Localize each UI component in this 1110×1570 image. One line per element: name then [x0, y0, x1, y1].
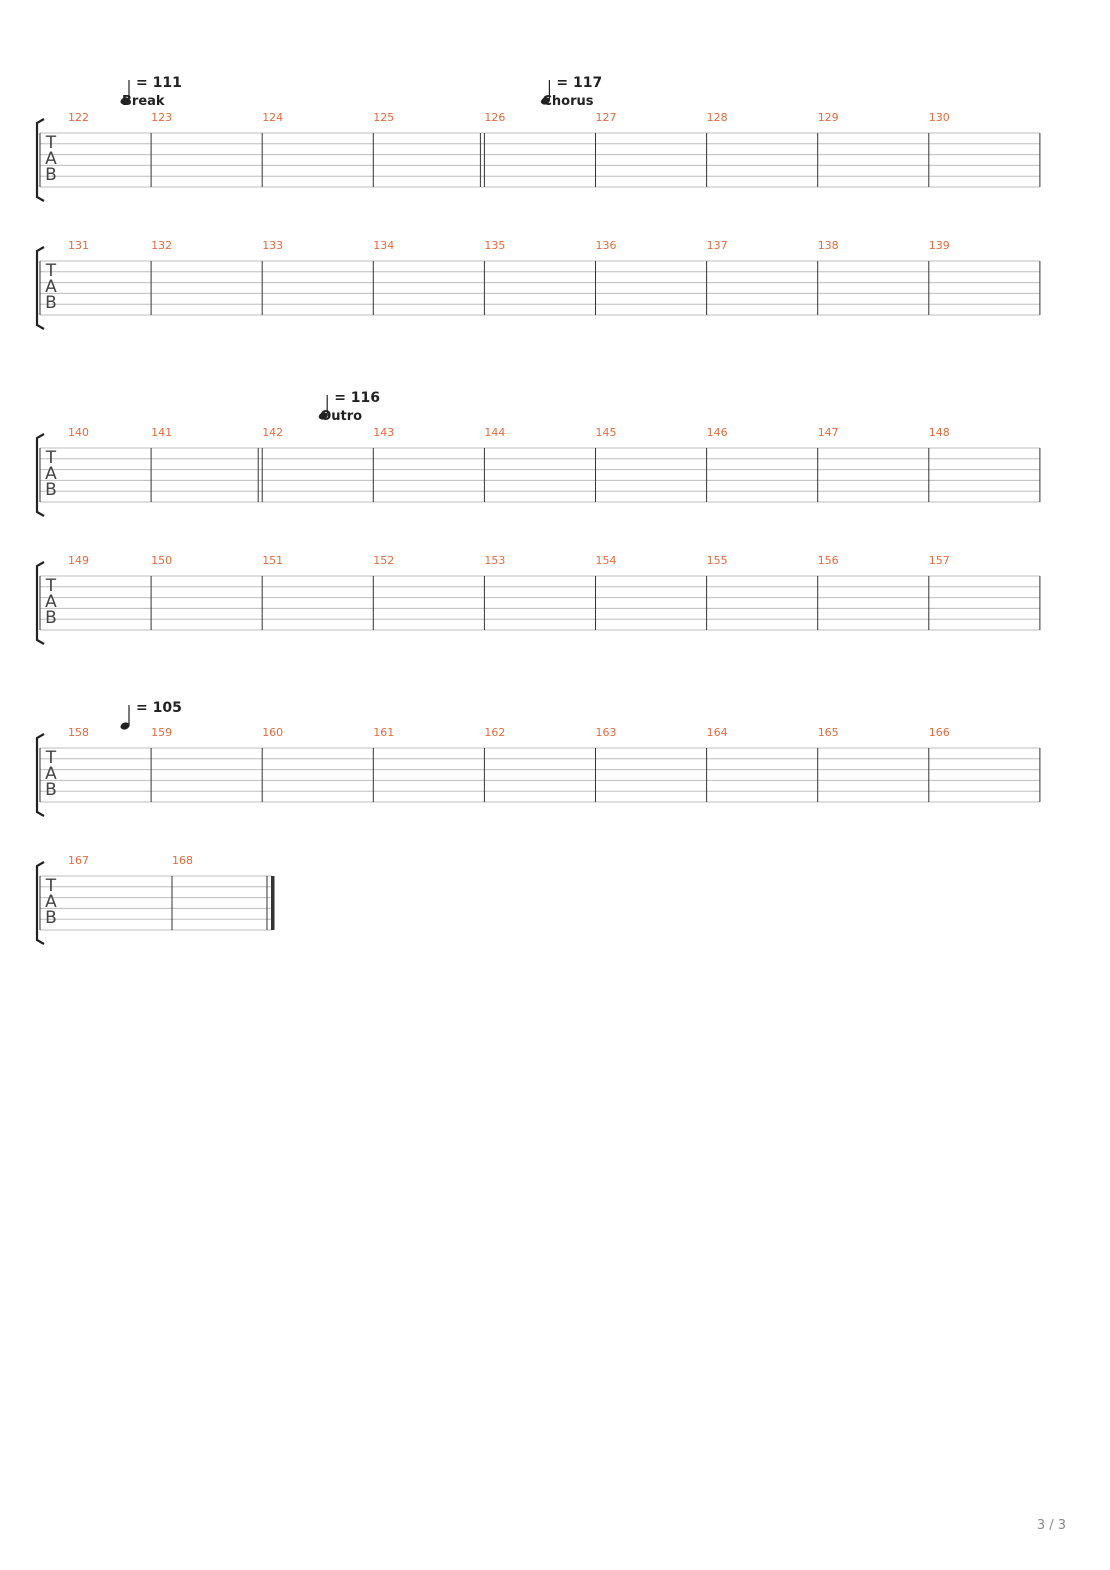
measure-number: 137: [706, 239, 728, 252]
measure-number: 139: [928, 239, 950, 252]
measure-number: 146: [706, 426, 728, 439]
tempo-marking: = 111: [136, 75, 182, 91]
measure-number: 135: [484, 239, 506, 252]
tempo-marking: = 105: [136, 700, 182, 716]
tab-clef-letter: B: [45, 165, 57, 185]
tab-clef-letter: A: [45, 764, 57, 784]
page-number: 3 / 3: [1036, 1518, 1066, 1533]
tab-clef-letter: B: [45, 608, 57, 628]
measure-number: 125: [373, 111, 395, 124]
measure-number: 129: [817, 111, 839, 124]
measure-number: 165: [817, 726, 839, 739]
measure-number: 162: [484, 726, 506, 739]
measure-number: 150: [151, 554, 173, 567]
tab-clef-letter: T: [45, 876, 57, 896]
measure-number: 133: [262, 239, 284, 252]
measure-number: 149: [68, 554, 89, 567]
measure-number: 131: [68, 239, 89, 252]
final-thick-barline: [271, 876, 275, 930]
measure-number: 160: [262, 726, 284, 739]
measure-number: 141: [151, 426, 173, 439]
measure-number: 152: [373, 554, 395, 567]
measure-number: 158: [68, 726, 89, 739]
tab-clef-letter: T: [45, 133, 57, 153]
measure-number: 143: [373, 426, 395, 439]
section-label: Chorus: [542, 94, 594, 109]
measure-number: 164: [706, 726, 728, 739]
tab-clef-letter: B: [45, 293, 57, 313]
tab-clef-letter: T: [45, 748, 57, 768]
measure-number: 122: [68, 111, 89, 124]
measure-number: 138: [817, 239, 839, 252]
measure-number: 140: [68, 426, 89, 439]
measure-number: 157: [928, 554, 950, 567]
tab-clef-letter: T: [45, 448, 57, 468]
measure-number: 145: [595, 426, 617, 439]
tempo-marking: = 117: [556, 75, 603, 91]
measure-number: 163: [595, 726, 617, 739]
tab-clef-letter: A: [45, 464, 57, 484]
tab-clef-letter: A: [45, 149, 57, 169]
measure-number: 155: [706, 554, 728, 567]
measure-number: 130: [928, 111, 950, 124]
measure-number: 128: [706, 111, 728, 124]
measure-number: 134: [373, 239, 395, 252]
tempo-marking: = 116: [334, 390, 381, 406]
measure-number: 123: [151, 111, 173, 124]
measure-number: 168: [172, 854, 193, 867]
measure-number: 153: [484, 554, 506, 567]
tab-clef-letter: B: [45, 480, 57, 500]
tab-clef-letter: A: [45, 277, 57, 297]
tab-clef-letter: A: [45, 592, 57, 612]
measure-number: 166: [928, 726, 950, 739]
measure-number: 161: [373, 726, 395, 739]
measure-number: 156: [817, 554, 839, 567]
tab-clef-letter: T: [45, 261, 57, 281]
tab-clef-letter: B: [45, 908, 57, 928]
measure-number: 124: [262, 111, 284, 124]
measure-number: 142: [262, 426, 284, 439]
measure-number: 144: [484, 426, 506, 439]
measure-number: 132: [151, 239, 173, 252]
measure-number: 154: [595, 554, 617, 567]
measure-number: 159: [151, 726, 173, 739]
section-label: Outro: [320, 409, 363, 424]
measure-number: 136: [595, 239, 617, 252]
measure-number: 148: [928, 426, 950, 439]
measure-number: 147: [817, 426, 839, 439]
section-label: Break: [122, 94, 165, 109]
measure-number: 151: [262, 554, 284, 567]
measure-number: 126: [484, 111, 506, 124]
tab-clef-letter: A: [45, 892, 57, 912]
tab-clef-letter: B: [45, 780, 57, 800]
measure-number: 127: [595, 111, 617, 124]
measure-number: 167: [68, 854, 89, 867]
tab-clef-letter: T: [45, 576, 57, 596]
